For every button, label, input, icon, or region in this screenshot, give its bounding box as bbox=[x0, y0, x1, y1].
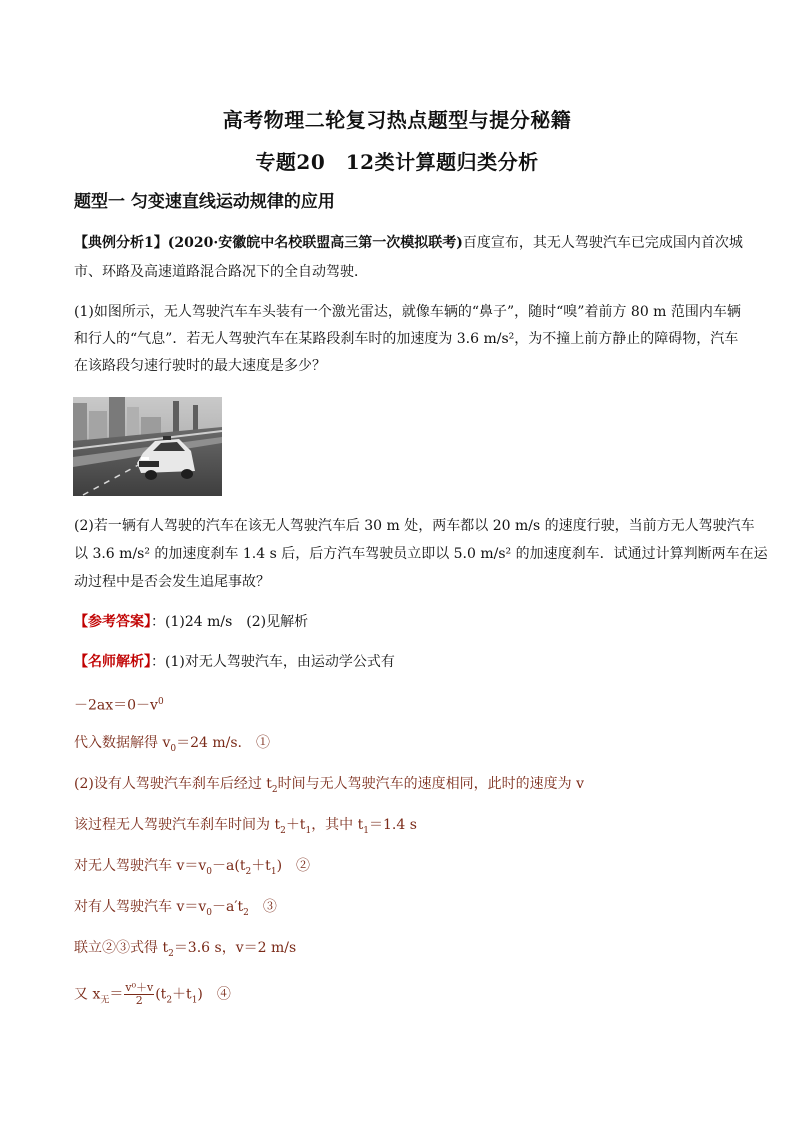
equation-1: $-2ax=0-v^0$ bbox=[74, 697, 164, 714]
analysis-line-6: 对有人驾驶汽车 $v=v_0-a't_2$ ③ bbox=[74, 899, 277, 918]
equation-2: 代入数据解得 $v_0=24$ m/s. ① bbox=[74, 735, 270, 754]
document-title: 高考物理二轮复习热点题型与提分秘籍 bbox=[222, 108, 572, 132]
analysis-line-7: 联立②③式得 $t_2=3.6$ s，v＝2 m/s bbox=[74, 940, 297, 959]
analysis-line-3: (2)设有人驾驶汽车刹车后经过 $t_2$时间与无人驾驶汽车的速度相同，此时的速度为 v bbox=[74, 776, 585, 795]
document-subtitle: 专题20 12类计算题归类分析 bbox=[255, 150, 539, 174]
answer-text: ：(1)24 m/s (2)见解析 bbox=[151, 614, 309, 630]
analysis-line-5: 对无人驾驶汽车 $v=v_0-a(t_2+t_1)$ ② bbox=[74, 858, 311, 877]
analysis-lead bbox=[74, 652, 395, 672]
question2-line1: (2)若一辆有人驾驶的汽车在该无人驾驶汽车后 30 m 处，两车都以 20 m/s 的速度行驶，当前方无人驾驶汽车 bbox=[74, 518, 755, 534]
example-intro-line1 bbox=[74, 233, 743, 253]
analysis-line-4: 该过程无人驾驶汽车刹车时间为 $t_2+t_1$，其中 $t_1=1.4$ s bbox=[74, 817, 417, 836]
question2-line3: 动过程中是否会发生追尾事故？ bbox=[74, 574, 270, 590]
example-tag: 【典例分析1】 bbox=[74, 235, 168, 251]
self-driving-car-photo bbox=[73, 397, 222, 496]
answer-line bbox=[74, 612, 308, 632]
analysis-lead-text: ：(1)对无人驾驶汽车，由运动学公式有 bbox=[151, 654, 395, 670]
section-heading: 题型一 匀变速直线运动规律的应用 bbox=[74, 192, 335, 212]
answer-tag: 【参考答案】 bbox=[74, 614, 151, 630]
example-intro-text: 百度宣布，其无人驾驶汽车已完成国内首次城 bbox=[462, 235, 743, 251]
example-intro-line2: 市、环路及高速道路混合路况下的全自动驾驶． bbox=[74, 264, 368, 280]
analysis-tag: 【名师解析】 bbox=[74, 654, 151, 670]
question2-line2: 以 3.6 m/s² 的加速度刹车 1.4 s 后，后方汽车驾驶员立即以 5.0 m/s² 的加速度刹车．试通过计算判断两车在运 bbox=[74, 546, 768, 562]
fraction: $\frac{\text{v⁰＋v}}{2}$ bbox=[125, 981, 154, 1007]
question1-line1: (1)如图所示，无人驾驶汽车车头装有一个激光雷达，就像车辆的“鼻子”，随时“嗅”着前方 80 m 范围内车辆 bbox=[74, 304, 741, 320]
analysis-line-8: 又 $x_无=$ $\frac{\text{v⁰＋v}}{2}$ $(t_2+t_1)$ ④ bbox=[74, 981, 231, 1007]
example-source: (2020·安徽皖中名校联盟高三第一次模拟联考) bbox=[167, 235, 463, 251]
question1-line2: 和行人的“气息”．若无人驾驶汽车在某路段刹车时的加速度为 3.6 m/s²，为不撞上前方静止的障碍物，汽车 bbox=[74, 331, 739, 347]
question1-line3: 在该路段匀速行驶时的最大速度是多少？ bbox=[74, 358, 326, 374]
